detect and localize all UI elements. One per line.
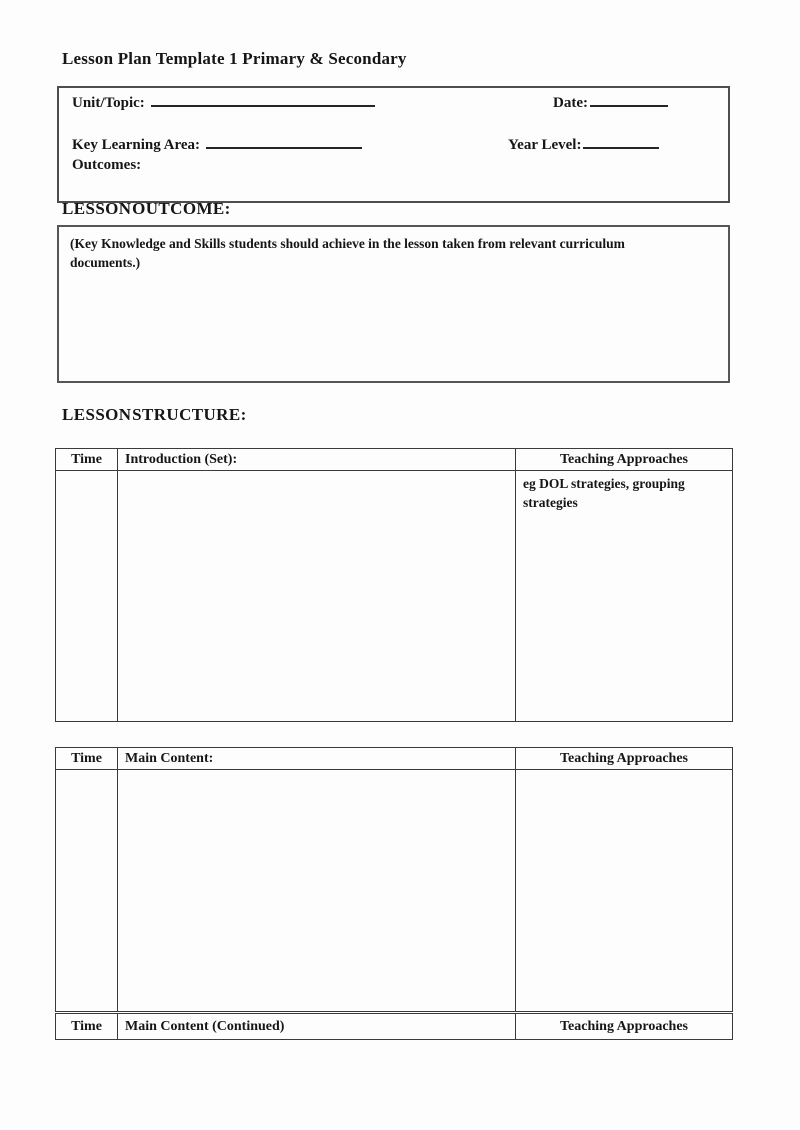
introduction-entry-cell[interactable] — [118, 471, 516, 722]
key-learning-area-input-line[interactable] — [206, 136, 362, 149]
lesson-outcome-hint-text: (Key Knowledge and Skills students should achieve in the lesson taken from relevant curriculum documents.) — [70, 236, 625, 270]
lesson-outcome-box[interactable] — [57, 225, 730, 383]
unit-topic-field-row — [72, 94, 375, 112]
document-title: Lesson Plan Template 1 Primary & Secondary — [62, 49, 407, 68]
teaching-approaches-entry-cell[interactable] — [516, 770, 733, 1013]
header-info-box — [57, 86, 730, 203]
main-content-column-header: Main Content: — [118, 748, 516, 770]
main-content-table — [55, 747, 733, 1040]
year-level-label: Year Level: — [508, 137, 582, 153]
teaching-approaches-note: eg DOL strategies, grouping strategies — [523, 476, 685, 510]
time-entry-cell[interactable] — [56, 770, 118, 1013]
time-column-header: Time — [56, 1013, 118, 1040]
date-label: Date: — [553, 95, 588, 111]
year-level-input-line[interactable] — [583, 136, 659, 149]
introduction-column-header: Introduction (Set): — [118, 449, 516, 471]
main-content-continued-header-row — [56, 1013, 733, 1040]
introduction-table-header-row — [56, 449, 733, 471]
outcomes-label: Outcomes: — [72, 157, 142, 173]
key-learning-area-label: Key Learning Area: — [72, 137, 201, 153]
teaching-approaches-column-header: Teaching Approaches — [516, 748, 733, 770]
date-input-line[interactable] — [590, 94, 668, 107]
teaching-approaches-column-header: Teaching Approaches — [516, 1013, 733, 1040]
main-content-table-header-row — [56, 748, 733, 770]
unit-topic-input-line[interactable] — [151, 94, 375, 107]
main-content-continued-column-header: Main Content (Continued) — [118, 1013, 516, 1040]
year-level-field-row — [508, 136, 659, 154]
key-learning-area-field-row — [72, 136, 362, 154]
outcomes-field-row — [72, 157, 141, 174]
introduction-table — [55, 448, 733, 722]
introduction-table-body-row — [56, 471, 733, 722]
teaching-approaches-entry-cell[interactable] — [516, 471, 733, 722]
time-entry-cell[interactable] — [56, 471, 118, 722]
main-content-entry-cell[interactable] — [118, 770, 516, 1013]
time-column-header: Time — [56, 748, 118, 770]
date-field-row — [553, 94, 668, 112]
unit-topic-label: Unit/Topic: — [72, 95, 145, 111]
lesson-structure-heading: LESSON STRUCTURE: — [62, 405, 247, 424]
time-column-header: Time — [56, 449, 118, 471]
lesson-outcome-heading: LESSON OUTCOME: — [62, 199, 231, 218]
main-content-table-body-row — [56, 770, 733, 1013]
teaching-approaches-column-header: Teaching Approaches — [516, 449, 733, 471]
